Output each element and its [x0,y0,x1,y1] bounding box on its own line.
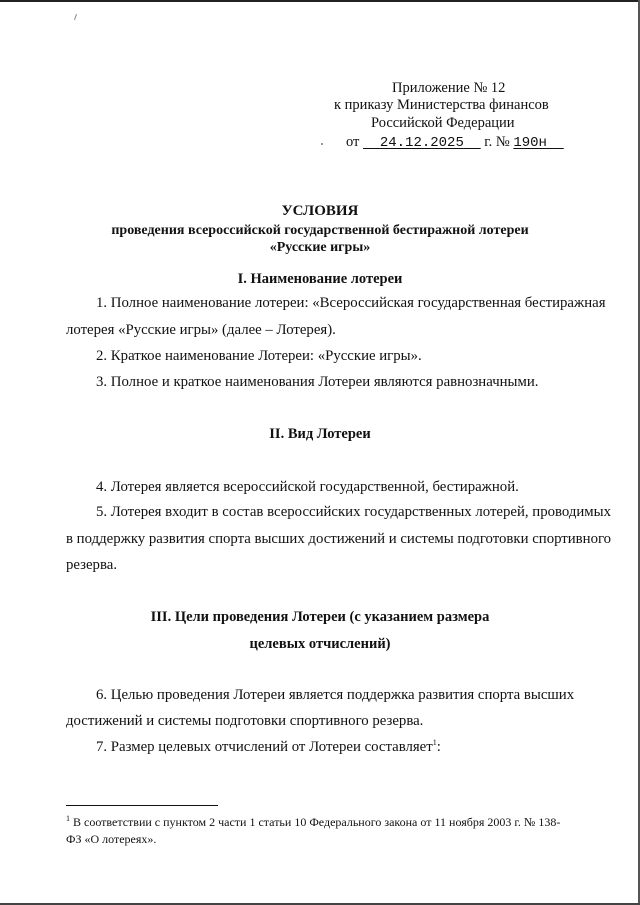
paragraph-6-line-2: достижений и системы подготовки спортивного резерва. [66,713,424,729]
footnote-line-2: ФЗ «О лотереях». [66,832,157,846]
section-2-heading: II. Вид Лотереи [269,426,371,442]
order-number [513,135,563,151]
appendix-line-2: к приказу Министерства финансов [334,97,549,113]
order-date [363,135,481,151]
document-title: УСЛОВИЯ [281,203,359,219]
paragraph-4: 4. Лотерея является всероссийской государственной, бестиражной. [96,479,519,495]
scan-speck [74,14,77,20]
footnote-line-1 [66,815,606,830]
title-line-2: проведения всероссийской государственной бестиражной лотереи [111,223,529,238]
footnote-text-1: В соответствии с пунктом 2 части 1 статьи 10 Федерального закона от 11 ноября 2003 г. № 138- [70,815,561,829]
scan-speck [321,143,323,145]
appendix-line-3: Российской Федерации [371,115,515,131]
paragraph-5-line-3: резерва. [66,557,118,573]
paragraph-7-colon: : [436,739,441,755]
paragraph-1-line-2: лотерея «Русские игры» (далее – Лотерея). [66,322,336,338]
order-number-value: 190н [513,135,547,151]
order-date-value: 24.12.2025 [379,135,464,151]
paragraph-5-line-1: 5. Лотерея входит в состав всероссийских государственных лотерей, проводимых [96,504,612,520]
paragraph-2: 2. Краткое наименование Лотереи: «Русские игры». [96,348,422,364]
section-3-heading-line-1: III. Цели проведения Лотереи (с указанием размера [150,609,490,625]
footnote-reference[interactable]: 1 [432,738,437,748]
year-number-label: г. № [484,134,510,150]
section-3-heading-line-2: целевых отчислений) [249,636,391,652]
paragraph-7-text: 7. Размер целевых отчислений от Лотереи составляет [96,739,433,755]
appendix-date-line [346,134,564,152]
from-label: от [346,134,360,150]
paragraph-3: 3. Полное и краткое наименования Лотереи являются равнозначными. [96,374,539,390]
scan-edge-top [0,0,640,2]
section-1-heading: I. Наименование лотереи [237,271,403,287]
paragraph-1-line-1: 1. Полное наименование лотереи: «Всероссийская государственная бестиражная [96,295,606,311]
title-line-3: «Русские игры» [269,240,371,255]
appendix-line-1: Приложение № 12 [392,80,506,96]
paragraph-7 [96,739,634,756]
paragraph-5-line-2: в поддержку развития спорта высших достижений и системы подготовки спортивного [66,531,612,547]
footnote-marker: 1 [66,814,70,823]
footnote-divider [66,805,218,806]
paragraph-6-line-1: 6. Целью проведения Лотереи является поддержка развития спорта высших [96,687,575,703]
